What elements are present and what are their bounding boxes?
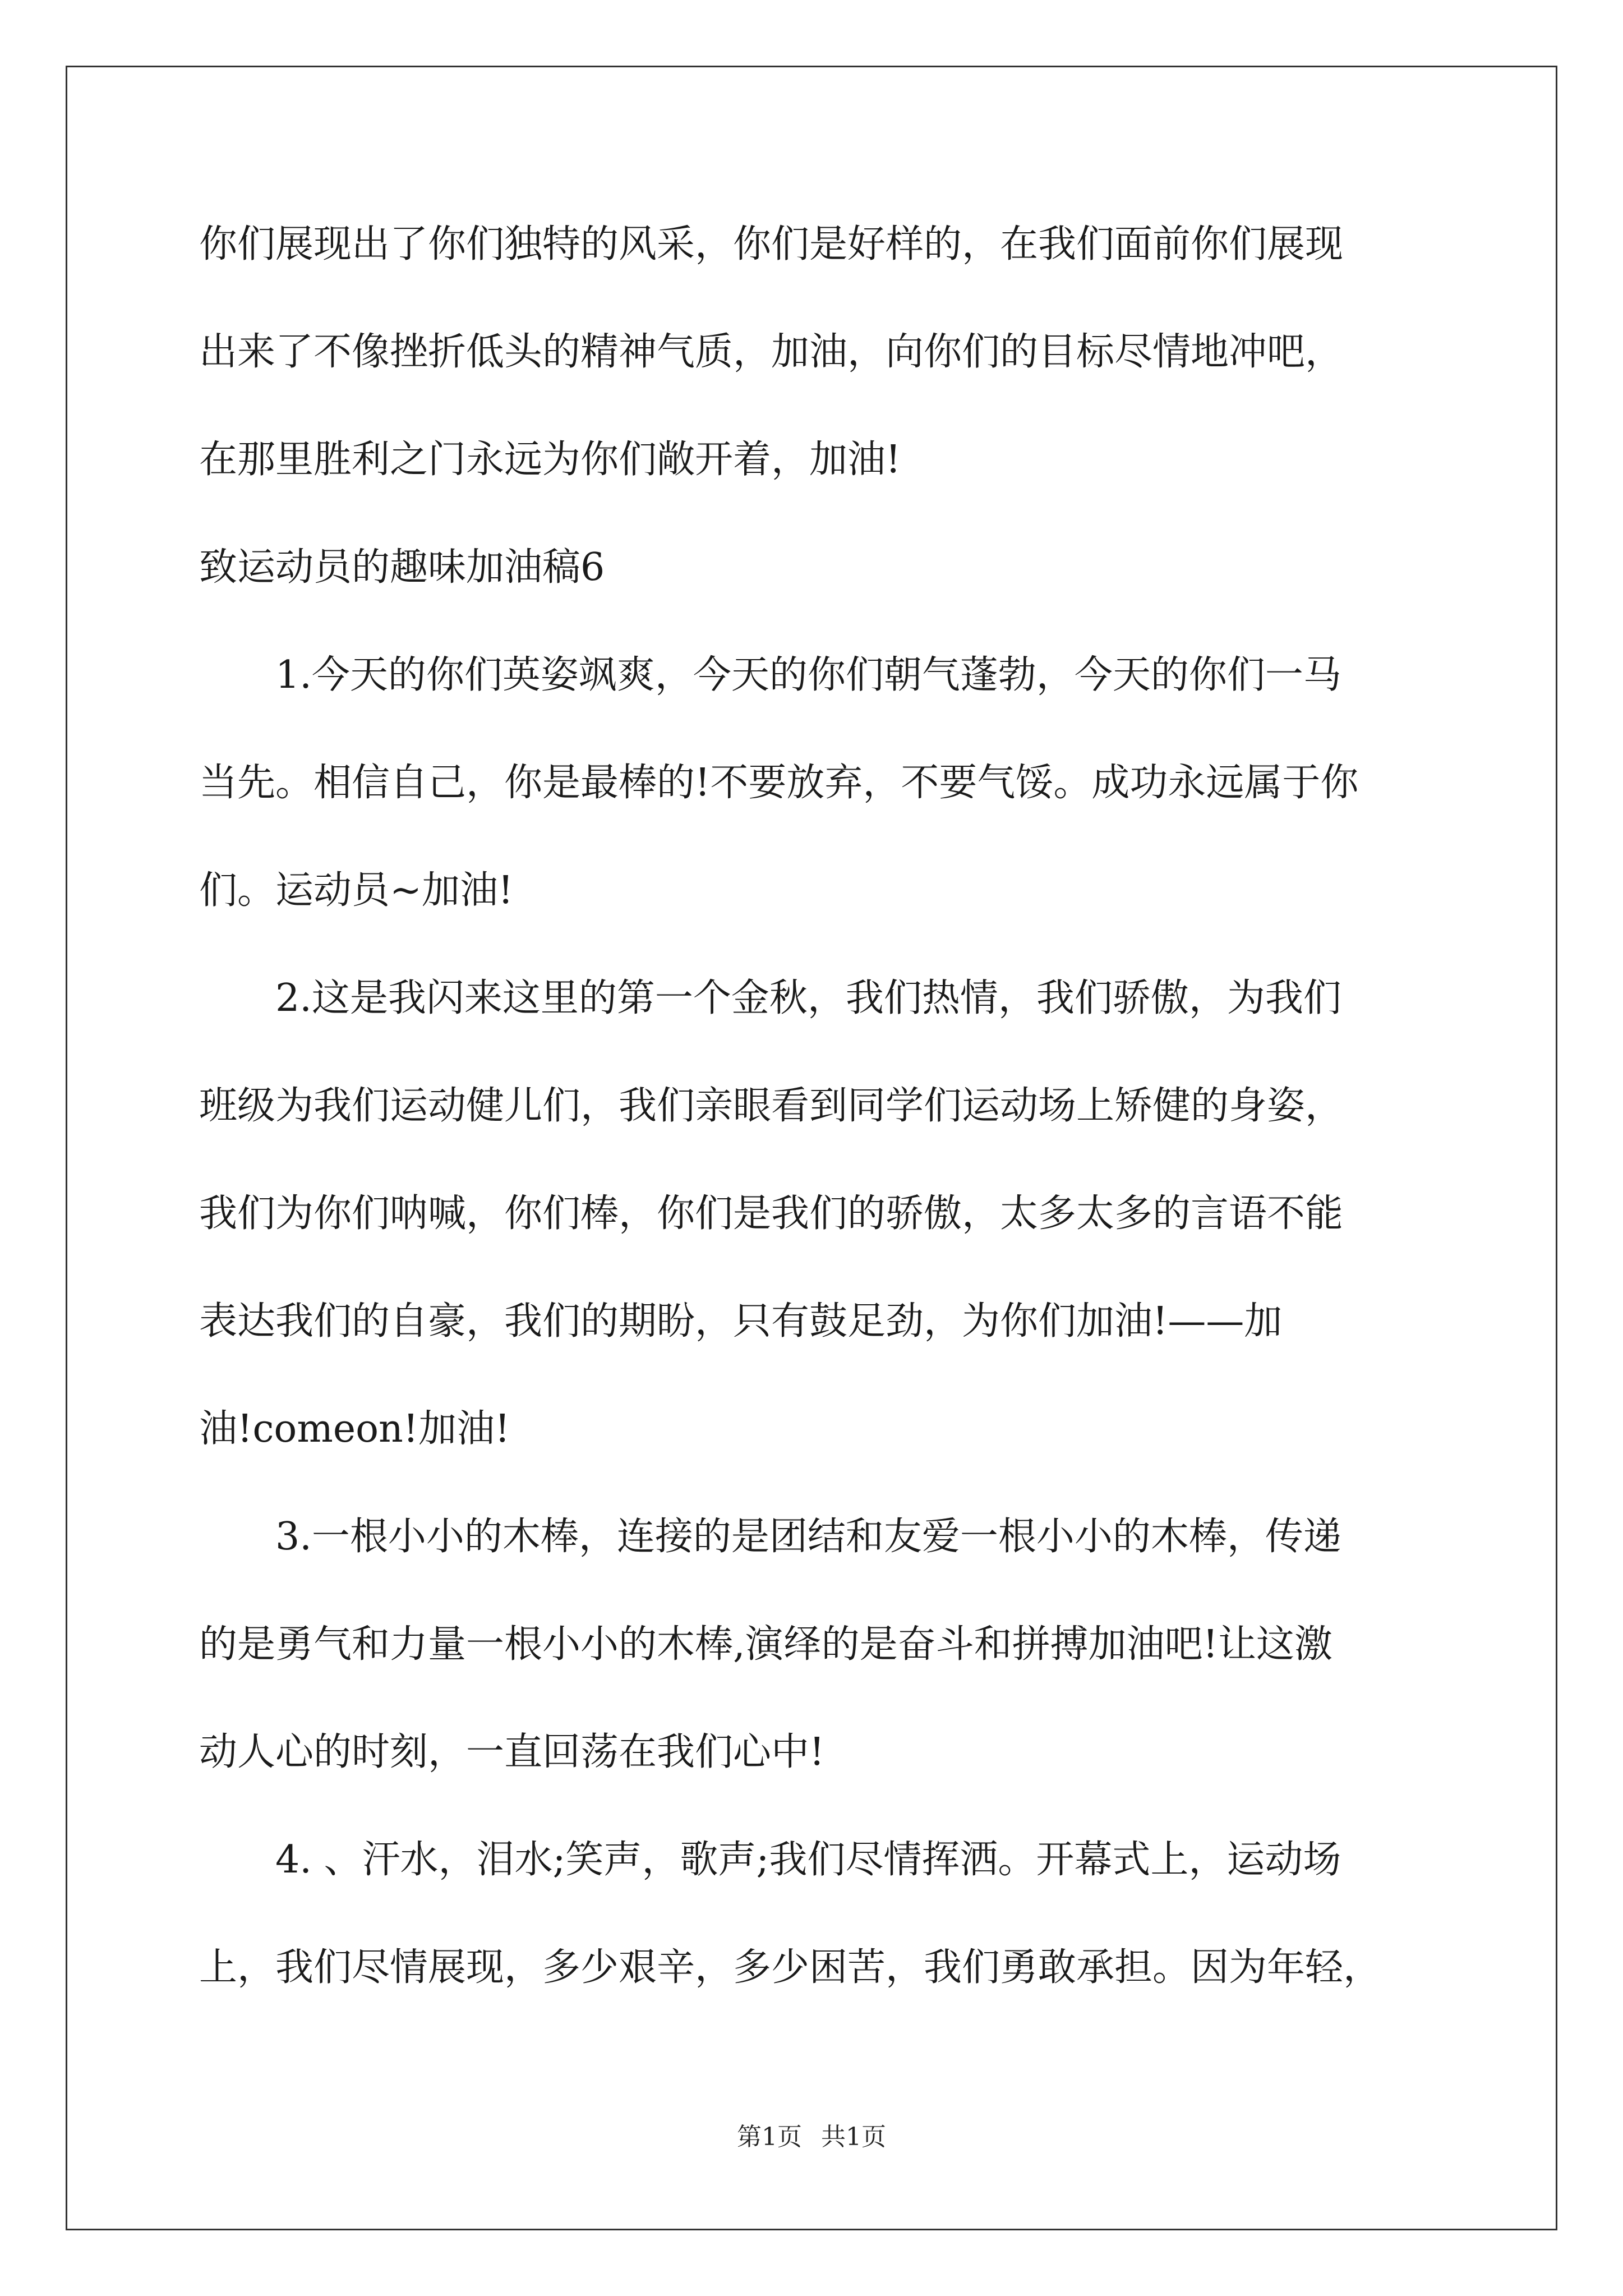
text-line: 上，我们尽情展现，多少艰辛，多少困苦，我们勇敢承担。因为年轻， bbox=[199, 1945, 1382, 1990]
page-footer bbox=[0, 2120, 1623, 2154]
text-line: 在那里胜利之门永远为你们敞开着，加油! bbox=[199, 438, 901, 482]
text-line: 动人心的时刻，一直回荡在我们心中! bbox=[199, 1730, 825, 1774]
text-line: 你们展现出了你们独特的风采，你们是好样的，在我们面前你们展现 bbox=[199, 222, 1344, 266]
section-heading: 致运动员的趣味加油稿6 bbox=[199, 545, 605, 590]
document-body bbox=[199, 218, 1433, 1995]
page-number: 第1页 bbox=[737, 2123, 802, 2151]
text-line: 们。运动员~加油! bbox=[199, 868, 514, 913]
text-line: 我们为你们呐喊，你们棒，你们是我们的骄傲，太多太多的言语不能 bbox=[199, 1191, 1344, 1236]
page-total: 共1页 bbox=[821, 2123, 886, 2151]
text-line: 3.一根小小的木棒，连接的是团结和友爱一根小小的木棒，传递 bbox=[275, 1515, 1341, 1559]
text-line: 2.这是我闪来这里的第一个金秋，我们热情，我们骄傲，为我们 bbox=[275, 976, 1341, 1020]
text-line: 4. 、汗水，泪水;笑声，歌声;我们尽情挥洒。开幕式上，运动场 bbox=[275, 1838, 1341, 1882]
text-line: 班级为我们运动健儿们，我们亲眼看到同学们运动场上矫健的身姿， bbox=[199, 1084, 1344, 1128]
text-line: 的是勇气和力量一根小小的木棒,演绎的是奋斗和拼搏加油吧!让这激 bbox=[199, 1622, 1332, 1667]
text-line: 油!comeon!加油! bbox=[199, 1407, 510, 1451]
text-line: 当先。相信自己，你是最棒的!不要放弃，不要气馁。成功永远属于你 bbox=[199, 761, 1359, 805]
text-line: 出来了不像挫折低头的精神气质，加油，向你们的目标尽情地冲吧， bbox=[199, 330, 1344, 374]
text-line: 1.今天的你们英姿飒爽，今天的你们朝气蓬勃，今天的你们一马 bbox=[275, 653, 1341, 697]
text-line: 表达我们的自豪，我们的期盼，只有鼓足劲，为你们加油!——加 bbox=[199, 1299, 1283, 1343]
